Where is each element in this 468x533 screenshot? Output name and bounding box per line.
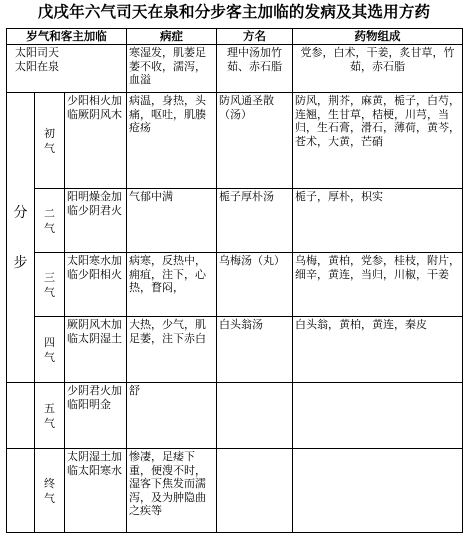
prescription-cell: 白头翁汤: [217, 317, 293, 383]
annual-composition: 党参，白术，干姜，炙甘草，竹茹，赤石脂: [293, 45, 463, 93]
guest-host-cell: 少阳相火加临厥阴风木: [65, 93, 127, 189]
table-row-annual: [7, 45, 463, 93]
prescription-cell: 防风通圣散（汤）: [217, 93, 293, 189]
table-header-row: [7, 29, 463, 45]
step-label: 三 气: [35, 253, 65, 317]
prescription-cell: 乌梅汤（丸）: [217, 253, 293, 317]
composition-cell: [293, 383, 463, 449]
document-title: 戊戌年六气司天在泉和分步客主加临的发病及其选用方药: [37, 2, 431, 21]
prescription-cell: [217, 449, 293, 533]
step-label: 初 气: [35, 93, 65, 189]
prescription-cell: 栀子厚朴汤: [217, 189, 293, 253]
prescription-cell: [217, 383, 293, 449]
step-label: 二 气: [35, 189, 65, 253]
step-label: 终 气: [35, 449, 65, 533]
annual-sui-qi: 太阳司天 太阳在泉: [7, 45, 127, 93]
table-row: [7, 383, 463, 449]
composition-cell: 防风，荆芥，麻黄，栀子，白芍，连翘，生甘草，桔梗，川芎，当归，生石膏，滑石，薄荷，黄芩，苍术，大黄，芒硝: [293, 93, 463, 189]
table-row: [7, 189, 463, 253]
prescription-table: [6, 28, 463, 533]
symptom-cell: 大热，少气，肌足萎，注下赤白: [127, 317, 217, 383]
symptom-cell: 惨凄，足痿下重，便溲不时，湿客下焦发而濡泻，及为肿隐曲之疾等: [127, 449, 217, 533]
composition-cell: 乌梅，黄柏，党参，桂枝，附片，细辛，黄连，当归，川椒，干姜: [293, 253, 463, 317]
symptom-cell: 舒: [127, 383, 217, 449]
step-group-label: 分 步: [7, 93, 35, 383]
table-row: [7, 253, 463, 317]
guest-host-cell: 太阳寒水加临少阳相火: [65, 253, 127, 317]
step-label: 五 气: [35, 383, 65, 449]
guest-host-cell: 少阴君火加临阳明金: [65, 383, 127, 449]
header-composition: 药物组成: [293, 29, 463, 45]
symptom-cell: 气郁中满: [127, 189, 217, 253]
composition-cell: 白头翁，黄柏，黄连，秦皮: [293, 317, 463, 383]
guest-host-cell: 太阴湿土加临太阳寒水: [65, 449, 127, 533]
symptom-cell: 病寒，反热中，痈疽，注下，心热，瞀闷，: [127, 253, 217, 317]
annual-prescription: 理中汤加竹茹、赤石脂: [217, 45, 293, 93]
empty-cell: [7, 383, 35, 449]
step-label: 四 气: [35, 317, 65, 383]
composition-cell: 栀子，厚朴，枳实: [293, 189, 463, 253]
guest-host-cell: 阳明燥金加临少阴君火: [65, 189, 127, 253]
composition-cell: [293, 449, 463, 533]
annual-symptom: 寒湿发，肌萎足萎不收，濡泻，血溢: [127, 45, 217, 93]
header-prescription: 方名: [217, 29, 293, 45]
table-row: [7, 449, 463, 533]
table-row: [7, 317, 463, 383]
table-row: [7, 93, 463, 189]
header-symptom: 病症: [127, 29, 217, 45]
guest-host-cell: 厥阴风木加临太阴湿土: [65, 317, 127, 383]
header-sui-qi: 岁气和客主加临: [7, 29, 127, 45]
empty-cell: [7, 449, 35, 533]
symptom-cell: 病温，身热，头痛，呕吐，肌腠疮疡: [127, 93, 217, 189]
